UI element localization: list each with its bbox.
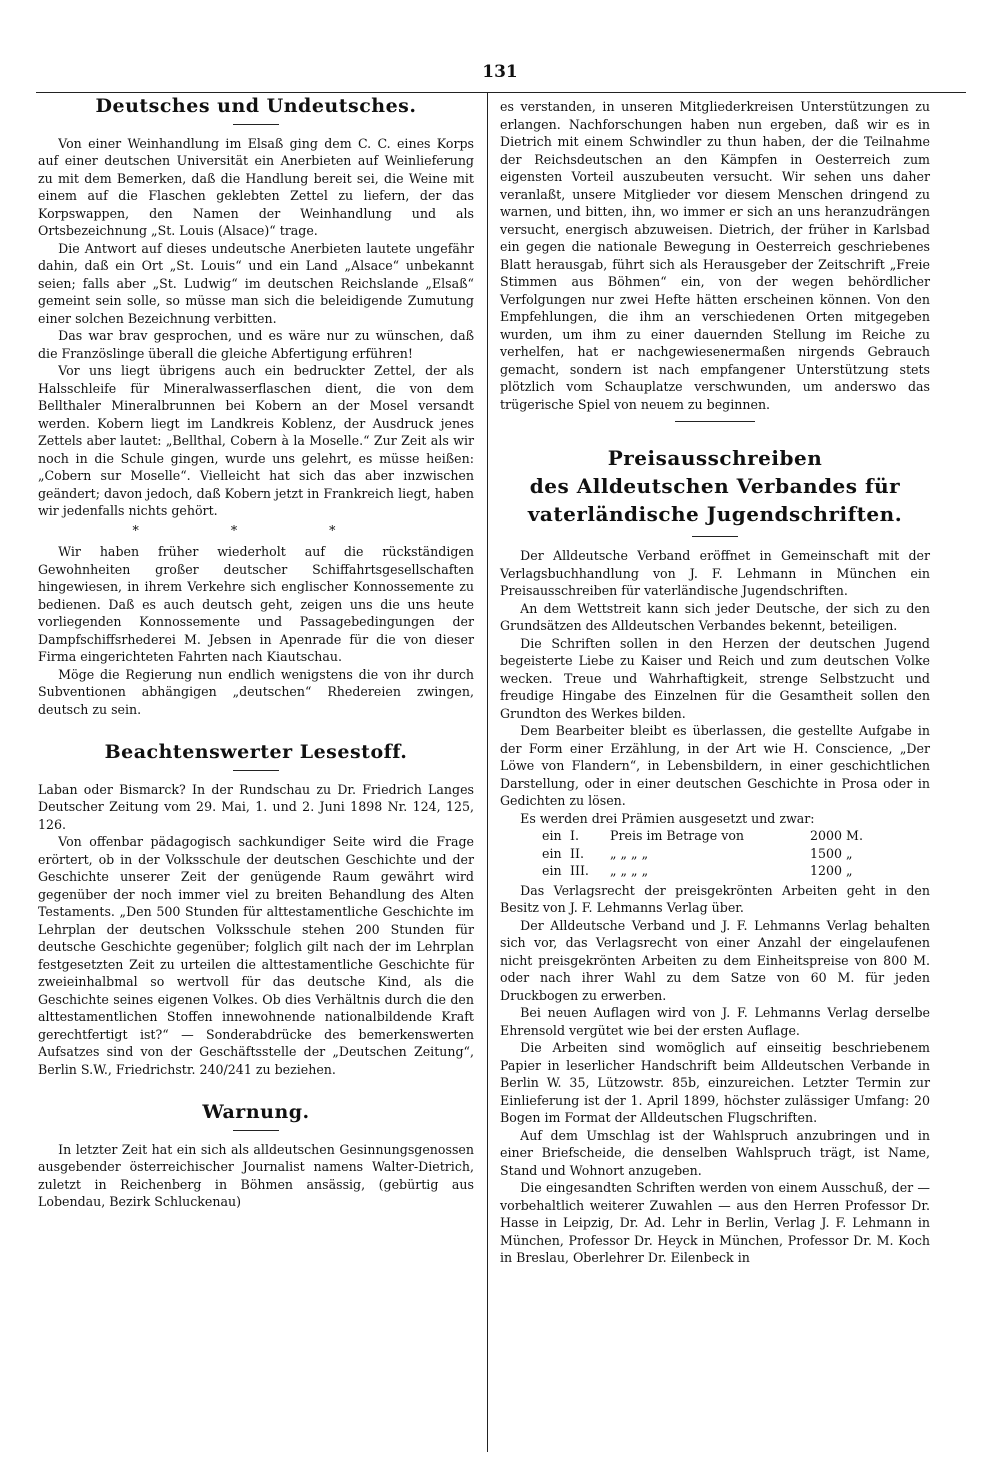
prize-article: ein bbox=[542, 863, 562, 878]
section-title-preisausschreiben-3: vaterländische Jugendschriften. bbox=[527, 502, 903, 526]
section-title-deutsches: Deutsches und Undeutsches. bbox=[95, 95, 417, 117]
paragraph: Der Alldeutsche Verband eröffnet in Gemeinschaft mit der Verlagsbuchhandlung von J. F. Lehmann in München ein Preisausschreiben für vaterländische Jugendschriften. bbox=[500, 548, 930, 598]
prize-article: ein bbox=[542, 845, 562, 861]
right-column bbox=[500, 98, 930, 1267]
left-column bbox=[38, 95, 474, 1211]
prize-row bbox=[542, 827, 930, 845]
paragraph-continuation: es verstanden, in unseren Mitgliederkreisen Unterstützungen zu erlangen. Nachforschungen haben nun ergeben, daß wir es in Dietrich mit einem Schwindler zu thun haben, der die Teilnahme der Reichsdeutschen an den Kämpfen in Oesterreich zum eigensten Vorteil auszubeuten versucht. Wir sehen uns daher veranlaßt, unsere Mitglieder vor diesem Menschen dringend zu warnen, und bitten, ihn, wo immer er sich an uns heranzudrängen versucht, energisch abzuweisen. Dietrich, der früher in Karlsbad ein gegen die nationale Bewegung in Oesterreich geschriebenes Blatt herausgab, führt sich als Herausgeber der Zeitschrift „Freie Stimmen aus Böhmen“ ein, von der wegen behördlicher Verfolgungen nur zwei Hefte hätten erscheinen können. Von den Empfehlungen, die ihm an verschiedenen Orten mitgegeben wurden, um ihm zu einer dauernden Stellung im Reiche zu verhelfen, hat er nachgewiesenermaßen nirgends Gebrauch gemacht, sondern ist nach empfangener Unterstützung stets plötzlich vom Schauplatze verschwunden, um anderswo das trügerische Spiel von neuem zu beginnen. bbox=[500, 99, 930, 412]
paragraph: Auf dem Umschlag ist der Wahlspruch anzubringen und in einer Briefscheide, die denselben Wahlspruch trägt, ist Name, Stand und Wohnort anzugeben. bbox=[500, 1127, 930, 1178]
paragraph: Die Antwort auf dieses undeutsche Anerbieten lautete ungefähr dahin, daß ein Ort „St. Louis“ und ein Land „Alsace“ unbekannt seien; falls aber „St. Ludwig“ im deutschen Reichslande „Elsaß“ gemeint sein solle, so müsse man sich die beleidigende Zumutung einer solchen Bezeichnung verbitten. bbox=[38, 240, 474, 326]
paragraph: Bei neuen Auflagen wird von J. F. Lehmanns Verlag derselbe Ehrensold vergütet wie bei der ersten Auflage. bbox=[500, 1005, 930, 1038]
title-rule bbox=[692, 536, 738, 537]
section-title-lesestoff: Beachtenswerter Lesestoff. bbox=[104, 741, 408, 763]
section-rule bbox=[675, 421, 755, 422]
prize-amount: 2000 M. bbox=[810, 828, 863, 843]
section-separator: * * * bbox=[132, 522, 380, 538]
section-title-preisausschreiben-2: des Alldeutschen Verbandes für bbox=[529, 474, 901, 498]
column-divider bbox=[487, 92, 488, 1452]
paragraph: An dem Wettstreit kann sich jeder Deutsche, der sich zu den Grundsätzen des Alldeutschen Verbandes bekennt, beteiligen. bbox=[500, 600, 930, 633]
paragraph: Vor uns liegt übrigens auch ein bedruckter Zettel, der als Halsschleife für Mineralwasserflaschen dient, die von dem Bellthaler Mineralbrunnen bei Kobern an der Mosel versandt werden. Kobern liegt im Landkreis Koblenz, der Ausdruck jenes Zettels aber lautet: „Bellthal, Cobern à la Moselle.“ Zur Zeit als wir noch in die Schule gingen, wurde uns gelehrt, es müsse heißen: „Cobern sur Moselle“. Vielleicht hat sich das aber inzwischen geändert; davon jedoch, daß Kobern jetzt in Frankreich liegt, haben wir jedenfalls nichts gehört. bbox=[38, 363, 474, 518]
header-rule bbox=[36, 92, 966, 93]
paragraph: Wir haben früher wiederholt auf die rückständigen Gewohnheiten großer deutscher Schiffahrtsgesellschaften hingewiesen, in ihrem Verkehre sich englischer Konnossemente zu bedienen. Daß es auch deutsch geht, zeigen uns die uns heute vorliegenden Konnossemente und Passagebedingungen der Dampfschiffsrhederei M. Jebsen in Apenrade für die von dieser Firma eingerichteten Fahrten nach Kiautschau. bbox=[38, 544, 474, 664]
paragraph: Das Verlagsrecht der preisgekrönten Arbeiten geht in den Besitz von J. F. Lehmanns Verlag über. bbox=[500, 882, 930, 915]
prize-article: ein bbox=[542, 828, 562, 843]
paragraph: Möge die Regierung nun endlich wenigstens die von ihr durch Subventionen abhängigen „deutschen“ Rhedereien zwingen, deutsch zu sein. bbox=[38, 666, 474, 717]
title-rule bbox=[233, 124, 279, 125]
prize-row bbox=[542, 845, 930, 863]
title-rule bbox=[233, 770, 279, 771]
paragraph: Von einer Weinhandlung im Elsaß ging dem C. C. eines Korps auf einer deutschen Universität ein Anerbieten auf Weinlieferung zu mit dem Bemerken, daß die Handlung bereit sei, die Weine mit einem auf die Flaschen geklebten Zettel zu liefern, der das Korpswappen, den Namen der Weinhandlung und als Ortsbezeichnung „St. Louis (Alsace)“ trage. bbox=[38, 135, 474, 238]
paragraph: In letzter Zeit hat ein sich als alldeutschen Gesinnungsgenossen ausgebender österreichischer Journalist namens Walter-Dietrich, zuletzt in Reichenberg in Böhmen ansässig, (gebürtig aus Lobendau, Bezirk Schluckenau) bbox=[38, 1141, 474, 1209]
paragraph: Das war brav gesprochen, und es wäre nur zu wünschen, daß die Französlinge überall die gleiche Abfertigung erführen! bbox=[38, 328, 474, 361]
prize-rank: III. bbox=[570, 863, 589, 878]
page-number: 131 bbox=[482, 62, 518, 82]
prize-intro: Es werden drei Prämien ausgesetzt und zwar: bbox=[520, 810, 815, 826]
section-title-preisausschreiben-1: Preisausschreiben bbox=[607, 446, 823, 470]
paragraph: Die Arbeiten sind womöglich auf einseitig beschriebenem Papier in leserlicher Handschrift beim Alldeutschen Verbande in Berlin W. 35, Lützowstr. 85b, einzureichen. Letzter Termin zur Einlieferung ist der 1. April 1899, höchster zulässiger Umfang: 20 Bogen im Format der Alldeutschen Flugschriften. bbox=[500, 1040, 930, 1125]
paragraph: Die Schriften sollen in den Herzen der deutschen Jugend begeisterte Liebe zu Kaiser und Reich und zum deutschen Volke wecken. Treue und Wahrhaftigkeit, strenge Selbstzucht und freudige Hingabe des Einzelnen für die Gesamtheit sollen den Grundton des Werkes bilden. bbox=[500, 635, 930, 721]
prize-rank: I. bbox=[570, 828, 579, 843]
prize-rank: II. bbox=[570, 845, 584, 861]
prize-amount: 1500 „ bbox=[810, 845, 853, 861]
paragraph-lead: Laban oder Bismarck? In der Rundschau zu Dr. Friedrich Langes Deutscher Zeitung vom 29. Mai, 1. und 2. Juni 1898 Nr. 124, 125, 126. bbox=[38, 781, 474, 832]
paragraph: Von offenbar pädagogisch sachkundiger Seite wird die Frage erörtert, ob in der Volksschule der deutschen Geschichte und der Geschichte unserer Zeit der genügende Raum gewährt wird gegenüber der noch immer viel zu breiten Behandlung des Alten Testaments. „Den 500 Stunden für alttestamentliche Geschichte im Lehrplan der deutschen Volksschule stehen 200 Stunden für deutsche Geschichte gegenüber; folglich gilt nach der im Lehrplan festgesetzten Zeit zu urteilen die alttestamentliche Geschichte für zweieinhalbmal so wertvoll für das deutsche Kind, als die Geschichte seines eigenen Volkes. Ob dies Verhältnis durch die den alttestamentlichen Stoffen innewohnende nationalbildende Kraft gerechtfertigt ist?“ — Sonderabdrücke des bemerkenswerten Aufsatzes sind von der Geschäftsstelle der „Deutschen Zeitung“, Berlin S.W., Friedrichstr. 240/241 zu beziehen. bbox=[38, 834, 474, 1077]
prize-label: „ „ „ „ bbox=[610, 863, 649, 878]
section-title-warnung: Warnung. bbox=[202, 1101, 310, 1123]
paragraph: Der Alldeutsche Verband und J. F. Lehmanns Verlag behalten sich vor, das Verlagsrecht von einer Anzahl der eingelaufenen nicht preisgekrönten Arbeiten zu dem Einheitspreise von 800 M. oder nach ihrer Wahl zu dem Satze von 60 M. für jeden Druckbogen zu erwerben. bbox=[500, 917, 930, 1003]
prize-label: „ „ „ „ bbox=[610, 845, 649, 861]
prize-table bbox=[542, 827, 930, 880]
title-rule bbox=[233, 1130, 279, 1131]
paragraph: Die eingesandten Schriften werden von einem Ausschuß, der — vorbehaltlich weiterer Zuwahlen — aus den Herren Professor Dr. Hasse in Leipzig, Dr. Ad. Lehr in Berlin, Verlag J. F. Lehmann in München, Professor Dr. Heyck in München, Professor Dr. M. Koch in Breslau, Oberlehrer Dr. Eilenbeck in bbox=[500, 1180, 930, 1265]
paragraph: Dem Bearbeiter bleibt es überlassen, die gestellte Aufgabe in der Form einer Erzählung, in der Art wie H. Conscience, „Der Löwe von Flandern“, in Lebensbildern, in einer geschichtlichen Darstellung, oder in einer deutschen Geschichte in Prosa oder in Gedichten zu lösen. bbox=[500, 723, 930, 808]
prize-amount: 1200 „ bbox=[810, 863, 853, 878]
prize-row bbox=[542, 862, 930, 880]
prize-label: Preis im Betrage von bbox=[610, 828, 745, 843]
